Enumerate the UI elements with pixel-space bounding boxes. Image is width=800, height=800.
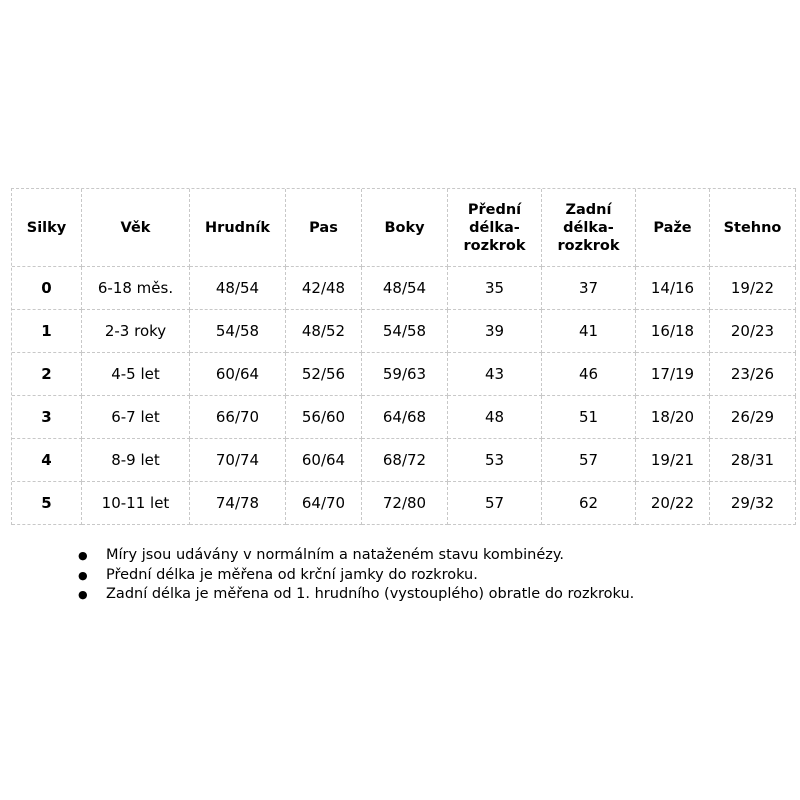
cell-age: 2-3 roky	[82, 310, 190, 353]
note-text: Míry jsou udávány v normálním a nataženém stavu kombinézy.	[106, 547, 564, 563]
cell-age: 8-9 let	[82, 439, 190, 482]
cell-back-length: 46	[542, 353, 636, 396]
header-paze: Paže	[636, 189, 710, 267]
cell-arm: 16/18	[636, 310, 710, 353]
cell-waist: 48/52	[286, 310, 362, 353]
header-silky: Silky	[12, 189, 82, 267]
cell-age: 4-5 let	[82, 353, 190, 396]
cell-age: 10-11 let	[82, 482, 190, 525]
cell-waist: 56/60	[286, 396, 362, 439]
cell-back-length: 41	[542, 310, 636, 353]
cell-waist: 52/56	[286, 353, 362, 396]
cell-thigh: 29/32	[710, 482, 796, 525]
cell-front-length: 35	[448, 267, 542, 310]
cell-size: 3	[12, 396, 82, 439]
cell-back-length: 51	[542, 396, 636, 439]
bullet-icon: ●	[78, 588, 88, 601]
cell-chest: 60/64	[190, 353, 286, 396]
cell-hips: 54/58	[362, 310, 448, 353]
cell-size: 4	[12, 439, 82, 482]
cell-hips: 68/72	[362, 439, 448, 482]
cell-waist: 42/48	[286, 267, 362, 310]
header-boky: Boky	[362, 189, 448, 267]
cell-arm: 18/20	[636, 396, 710, 439]
cell-size: 1	[12, 310, 82, 353]
table-row	[12, 482, 796, 525]
cell-thigh: 23/26	[710, 353, 796, 396]
cell-front-length: 53	[448, 439, 542, 482]
cell-front-length: 48	[448, 396, 542, 439]
cell-arm: 20/22	[636, 482, 710, 525]
cell-thigh: 26/29	[710, 396, 796, 439]
table-row	[12, 396, 796, 439]
header-hrudnik: Hrudník	[190, 189, 286, 267]
cell-thigh: 20/23	[710, 310, 796, 353]
table-row	[12, 353, 796, 396]
cell-size: 2	[12, 353, 82, 396]
cell-thigh: 28/31	[710, 439, 796, 482]
cell-back-length: 37	[542, 267, 636, 310]
cell-hips: 72/80	[362, 482, 448, 525]
header-zadni-delka-rozkrok: Zadní délka- rozkrok	[542, 189, 636, 267]
cell-front-length: 57	[448, 482, 542, 525]
cell-thigh: 19/22	[710, 267, 796, 310]
cell-hips: 48/54	[362, 267, 448, 310]
table-row	[12, 439, 796, 482]
cell-age: 6-7 let	[82, 396, 190, 439]
cell-hips: 64/68	[362, 396, 448, 439]
cell-back-length: 57	[542, 439, 636, 482]
cell-size: 0	[12, 267, 82, 310]
list-item	[78, 585, 634, 605]
header-stehno: Stehno	[710, 189, 796, 267]
cell-chest: 54/58	[190, 310, 286, 353]
measurement-notes	[78, 546, 634, 605]
header-pas: Pas	[286, 189, 362, 267]
cell-size: 5	[12, 482, 82, 525]
cell-chest: 70/74	[190, 439, 286, 482]
cell-front-length: 43	[448, 353, 542, 396]
table-row	[12, 310, 796, 353]
cell-chest: 74/78	[190, 482, 286, 525]
cell-hips: 59/63	[362, 353, 448, 396]
note-text: Zadní délka je měřena od 1. hrudního (vystouplého) obratle do rozkroku.	[106, 586, 635, 602]
cell-arm: 19/21	[636, 439, 710, 482]
header-vek: Věk	[82, 189, 190, 267]
cell-chest: 66/70	[190, 396, 286, 439]
bullet-icon: ●	[78, 549, 88, 562]
bullet-icon: ●	[78, 568, 88, 582]
size-chart-table	[11, 188, 796, 525]
cell-age: 6-18 měs.	[82, 267, 190, 310]
cell-arm: 17/19	[636, 353, 710, 396]
table-row	[12, 267, 796, 310]
cell-chest: 48/54	[190, 267, 286, 310]
cell-arm: 14/16	[636, 267, 710, 310]
list-item	[78, 566, 634, 586]
cell-waist: 60/64	[286, 439, 362, 482]
cell-front-length: 39	[448, 310, 542, 353]
note-text: Přední délka je měřena od krční jamky do rozkroku.	[106, 566, 478, 583]
cell-back-length: 62	[542, 482, 636, 525]
table-header-row	[12, 189, 796, 267]
list-item	[78, 546, 634, 566]
header-predni-delka-rozkrok: Přední délka- rozkrok	[448, 189, 542, 267]
cell-waist: 64/70	[286, 482, 362, 525]
